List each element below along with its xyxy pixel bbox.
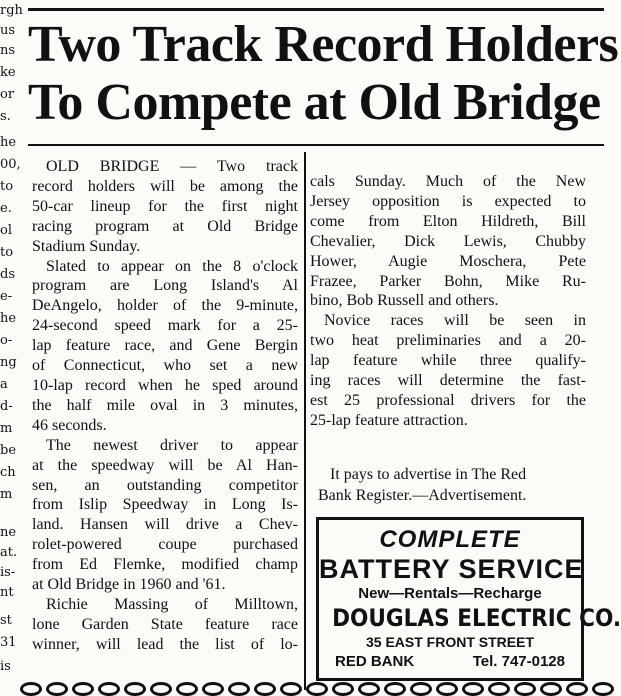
ornament-oval	[20, 682, 42, 696]
ornament-oval	[124, 682, 146, 696]
fragment-text: ds	[0, 267, 15, 282]
article-line: The newest driver to appear	[46, 436, 298, 454]
fragment-text: us	[0, 23, 16, 38]
headline-line-2: To Compete at Old Bridge	[28, 74, 601, 131]
fragment-text: is	[0, 659, 11, 674]
ornament-oval	[150, 682, 172, 696]
article-line: at Old Bridge in 1960 and '61.	[32, 576, 226, 594]
ornament-oval	[254, 682, 276, 696]
ornament-oval	[72, 682, 94, 696]
ornament-oval	[306, 682, 328, 696]
article-line: from Ed Flemke, modified champ	[32, 556, 298, 574]
fragment-text: a	[0, 377, 8, 392]
headline	[28, 16, 619, 132]
fragment-text: s.	[0, 109, 11, 124]
article-line: cals Sunday. Much of the New	[310, 173, 586, 190]
fragment-text: ch	[0, 465, 16, 480]
article-line: 46 seconds.	[32, 416, 107, 434]
article-line: Novice races will be seen in	[324, 312, 586, 330]
ornament-oval	[592, 682, 614, 696]
article-line: Jersey opposition is expected to	[310, 192, 586, 210]
ornament-oval	[488, 682, 510, 696]
ad-contact	[319, 652, 581, 672]
article-line: Chevalier, Dick Lewis, Chubby	[310, 232, 586, 250]
ad-address: 35 EAST FRONT STREET	[365, 634, 535, 650]
fragment-text: 31	[0, 635, 17, 650]
article-line: Hower, Augie Moschera, Pete	[310, 252, 586, 270]
article-line: Slated to appear on the 8 o'clock	[46, 257, 298, 275]
ornament-oval	[332, 682, 354, 696]
fragment-text: ng	[0, 355, 17, 370]
article-line: lap feature while three qualify-	[310, 352, 586, 370]
article-line: two heat preliminaries and a 20-	[310, 332, 586, 350]
headline-line-1: Two Track Record Holders	[28, 16, 619, 73]
article-line: bino, Bob Russell and others.	[310, 292, 499, 310]
bottom-border-ornament	[20, 682, 606, 696]
fragment-text: ne	[0, 525, 17, 540]
fragment-text: m	[0, 421, 13, 436]
article-line: DeAngelo, holder of the 9-minute,	[32, 297, 298, 315]
article-line: land. Hansen will drive a Chev-	[32, 516, 298, 534]
ornament-oval	[280, 682, 302, 696]
ad-phone: Tel. 747-0128	[472, 653, 565, 670]
ornament-oval	[202, 682, 224, 696]
ornament-oval	[436, 682, 458, 696]
fragment-text: is-	[0, 565, 16, 580]
article-line: OLD BRIDGE — Two track	[46, 158, 298, 175]
top-rule	[28, 8, 604, 11]
article-line: come from Elton Hildreth, Bill	[310, 212, 586, 230]
fragment-text: m	[0, 487, 13, 502]
article-line: 24-second speed mark for a 25-	[32, 317, 298, 335]
ornament-oval	[566, 682, 588, 696]
article-line: of Connecticut, who set a new	[32, 357, 298, 375]
article-line: record holders will be among the	[32, 177, 298, 195]
fragment-text: 00,	[0, 157, 21, 172]
article-line: Frazee, Parker Bohn, Mike Ru-	[310, 272, 586, 290]
article-line: sen, an outstanding competitor	[32, 476, 298, 494]
fragment-text: to	[0, 179, 14, 194]
ornament-oval	[540, 682, 562, 696]
fragment-text: to	[0, 245, 14, 260]
ornament-oval	[384, 682, 406, 696]
article-line: 25-lap feature attraction.	[310, 411, 468, 429]
headline-rule	[28, 144, 604, 146]
advertising-note	[318, 464, 580, 506]
fragment-text: nt	[0, 585, 14, 600]
fragment-text: rgh	[0, 3, 23, 18]
article-line: est 25 professional drivers for the	[310, 391, 586, 409]
column-divider	[304, 152, 306, 690]
article-line: winner, will lead the list of lo-	[32, 635, 298, 653]
fragment-text: he	[0, 311, 17, 326]
article-line: Richie Massing of Milltown,	[46, 595, 298, 613]
article-left-column	[32, 157, 298, 655]
adjacent-column-fragments	[0, 0, 23, 694]
battery-service-ad	[316, 517, 621, 681]
article-right-column	[310, 172, 586, 431]
fragment-text: ol	[0, 223, 12, 238]
ornament-oval	[98, 682, 120, 696]
ornament-oval	[358, 682, 380, 696]
ad-battery-service: BATTERY SERVICE	[319, 554, 584, 584]
article-line: Stadium Sunday.	[32, 237, 141, 255]
article-line: 50-car lineup for the first night	[32, 197, 298, 215]
fragment-text: e.	[0, 201, 12, 216]
article-line: lap feature race, and Gene Bergin	[32, 337, 298, 355]
fragment-text: o-	[0, 333, 13, 348]
article-line: lone Garden State feature race	[32, 615, 298, 633]
advertising-note-line-1: It pays to advertise in The Red	[330, 466, 527, 483]
article-line: racing program at Old Bridge	[32, 217, 298, 235]
ornament-oval	[228, 682, 250, 696]
ad-town: RED BANK	[335, 653, 415, 670]
fragment-text: st	[0, 613, 12, 628]
fragment-text: e-	[0, 289, 13, 304]
ad-complete: COMPLETE	[379, 526, 521, 553]
article-line: ing races will determine the fast-	[310, 372, 586, 390]
advertising-note-line-2: Bank Register.—Advertisement.	[318, 487, 527, 504]
article-line: from Islip Speedway in Long Is-	[32, 496, 298, 514]
fragment-text: ke	[0, 65, 16, 80]
article-line: rolet-powered coupe purchased	[32, 536, 298, 554]
ad-company-name: DOUGLAS ELECTRIC CO.	[332, 604, 621, 632]
article-line: 10-lap record when he sped around	[32, 376, 298, 394]
ornament-oval	[176, 682, 198, 696]
fragment-text: or	[0, 87, 15, 102]
fragment-text: be	[0, 443, 17, 458]
ornament-oval	[462, 682, 484, 696]
fragment-text: ns	[0, 43, 16, 58]
article-line: program are Long Island's Al	[32, 277, 298, 295]
fragment-text: at.	[0, 545, 18, 560]
fragment-text: he	[0, 135, 17, 150]
ad-tagline: New—Rentals—Recharge	[358, 585, 542, 602]
ornament-oval	[46, 682, 68, 696]
ornament-oval	[410, 682, 432, 696]
ornament-oval	[514, 682, 536, 696]
fragment-text: d-	[0, 399, 13, 414]
article-line: at the speedway will be Al Han-	[32, 456, 298, 474]
article-line: the half mile oval in 3 minutes,	[32, 396, 298, 414]
